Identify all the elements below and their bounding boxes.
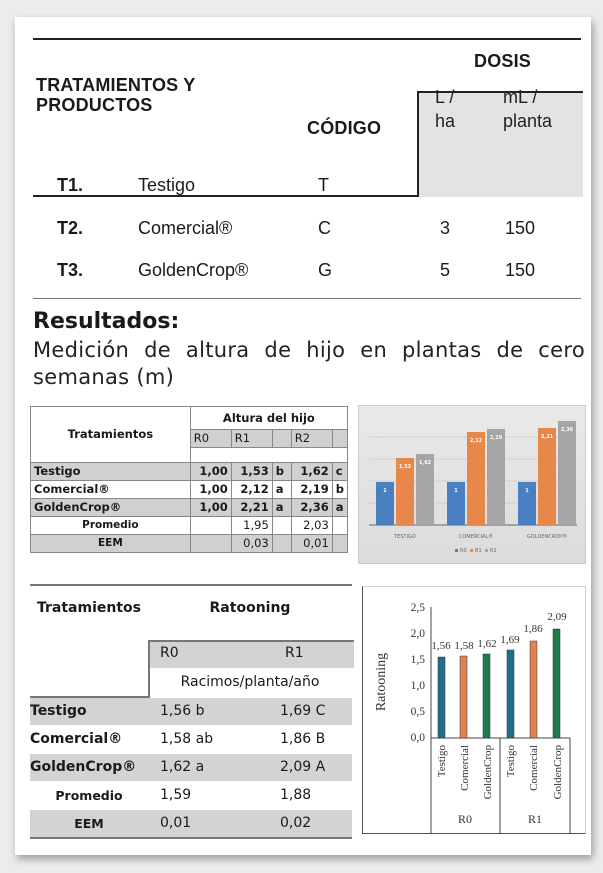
row-id: T1. xyxy=(57,175,84,195)
empty-cell xyxy=(272,517,291,535)
row-promedio: Promedio xyxy=(55,788,123,803)
row-id: T2. xyxy=(57,218,84,238)
bar-label: 1,56 xyxy=(431,640,451,652)
bar-label: 2,19 xyxy=(489,435,503,441)
col-r1: R1 xyxy=(285,645,304,661)
bar-label: 1,53 xyxy=(398,464,412,470)
bar-label: 1 xyxy=(525,488,529,494)
group-label-r0: R0 xyxy=(457,812,473,826)
y-tick: 1,5 xyxy=(410,654,425,666)
header-ml-planta-line1: mL / xyxy=(503,87,538,107)
bar-label: 2,21 xyxy=(540,434,554,440)
table-rule-bottom xyxy=(33,298,581,299)
row-label: Comercial® xyxy=(30,731,123,747)
results-subtitle: Medición de altura de hijo en plantas de cero semanas (m) xyxy=(33,338,585,389)
cell-r0: 1,00 xyxy=(190,463,231,481)
y-tick: 0,5 xyxy=(410,706,425,718)
header-treatments-line1: TRATAMIENTOS Y xyxy=(36,75,196,95)
cell-r1: 1,86 B xyxy=(280,731,326,747)
row-code: G xyxy=(318,260,333,280)
table-row xyxy=(30,698,352,725)
table-rule-bottom xyxy=(30,837,352,839)
ratooning-table xyxy=(30,584,352,840)
row-id: T3. xyxy=(57,260,84,280)
x-label: GoldenCrop xyxy=(552,745,564,800)
row-label: Testigo xyxy=(31,463,191,481)
cell-r2: 2,19 xyxy=(291,481,332,499)
header-treatments-line2: PRODUCTOS xyxy=(36,95,153,115)
bar-label: 1,69 xyxy=(500,634,520,646)
cell-r0: 1,58 ab xyxy=(160,731,214,747)
row-l-ha: 5 xyxy=(440,260,451,280)
cell-r2-sig: a xyxy=(332,499,347,517)
x-label: GoldenCrop xyxy=(482,745,494,800)
empty-cell xyxy=(272,535,291,553)
empty-cell xyxy=(332,517,347,535)
col-r0: R0 xyxy=(160,645,179,661)
cell-r0: 1,56 b xyxy=(160,703,205,719)
table-row xyxy=(30,810,352,837)
chart-legend xyxy=(455,548,497,554)
row-product: Comercial® xyxy=(138,218,233,238)
bar-label: 2,36 xyxy=(560,427,574,433)
header-code: CÓDIGO xyxy=(307,118,382,138)
table-rule-top xyxy=(33,38,581,40)
row-eem: EEM xyxy=(74,816,104,831)
table-row xyxy=(30,782,352,809)
cell-r1: 2,21 xyxy=(231,499,272,517)
empty-cell xyxy=(272,430,291,448)
bar-label: 1 xyxy=(383,488,387,494)
results-title: Resultados: xyxy=(33,309,180,334)
bar-label: 2,12 xyxy=(469,438,483,444)
y-tick: 1,0 xyxy=(410,680,425,692)
cell-r0: 1,59 xyxy=(160,787,192,803)
x-label: Comercial xyxy=(459,745,471,791)
empty-cell xyxy=(332,430,347,448)
x-label-comercial: COMERCIAL® xyxy=(458,534,494,540)
cell-r2: 1,62 xyxy=(291,463,332,481)
cell-r1-sig: a xyxy=(272,499,291,517)
empty-row xyxy=(190,448,347,463)
row-label: GoldenCrop® xyxy=(31,499,191,517)
group-label-r1: R1 xyxy=(527,812,543,826)
row-code: C xyxy=(318,218,331,238)
height-table xyxy=(30,406,348,553)
row-label: Testigo xyxy=(30,703,87,719)
treatments-table xyxy=(33,38,581,300)
y-axis-label: Ratooning xyxy=(374,652,389,712)
cell-r1: 1,95 xyxy=(231,517,272,535)
col-r0: R0 xyxy=(190,430,231,448)
row-ml-planta: 150 xyxy=(505,260,536,280)
height-bar-chart xyxy=(358,405,586,564)
row-l-ha: 3 xyxy=(440,218,451,238)
subheader-cols xyxy=(148,640,354,668)
empty-cell xyxy=(190,535,231,553)
cell-r1: 0,02 xyxy=(280,815,312,831)
cell-r0: 1,00 xyxy=(190,481,231,499)
ratooning-bar-chart xyxy=(362,586,586,834)
svg-text:R2: R2 xyxy=(490,548,497,554)
cell-r2: 2,03 xyxy=(291,517,332,535)
bar-label: 2,09 xyxy=(547,611,567,623)
svg-text:R0: R0 xyxy=(460,548,467,554)
y-tick: 2,0 xyxy=(410,628,425,640)
bar-label: 1 xyxy=(454,488,458,494)
bar-label: 1,86 xyxy=(523,623,543,635)
row-product: GoldenCrop® xyxy=(138,260,249,280)
header-tratamientos: Tratamientos xyxy=(31,407,191,463)
col-r1: R1 xyxy=(231,430,272,448)
cell-r1: 2,12 xyxy=(231,481,272,499)
cell-r1: 1,69 C xyxy=(280,703,326,719)
header-l-ha-line2: ha xyxy=(435,111,456,131)
bar-label: 1,58 xyxy=(454,640,474,652)
col-r2: R2 xyxy=(291,430,332,448)
header-ratooning: Ratooning xyxy=(209,600,291,616)
cell-r2-sig: b xyxy=(332,481,347,499)
cell-r1: 1,88 xyxy=(280,787,312,803)
row-label: Comercial® xyxy=(31,481,191,499)
bar-label: 1,62 xyxy=(418,460,432,466)
x-label-testigo: TESTIGO xyxy=(394,534,416,540)
y-tick: 2,5 xyxy=(410,602,425,614)
cell-r2-sig: c xyxy=(332,463,347,481)
empty-cell xyxy=(190,517,231,535)
table-rule-top xyxy=(30,584,352,586)
row-promedio: Promedio xyxy=(31,517,191,535)
cell-r1: 0,03 xyxy=(231,535,272,553)
cell-r0: 1,00 xyxy=(190,499,231,517)
header-l-ha-line1: L / xyxy=(435,87,455,107)
row-code: T xyxy=(318,175,329,195)
empty-cell xyxy=(332,535,347,553)
y-tick: 0,0 xyxy=(410,732,425,744)
svg-text:R1: R1 xyxy=(475,548,482,554)
table-row xyxy=(30,754,352,781)
cell-r1-sig: b xyxy=(272,463,291,481)
x-label: Testigo xyxy=(436,745,448,778)
header-tratamientos: Tratamientos xyxy=(37,600,141,616)
header-ml-planta-line2: planta xyxy=(503,111,553,131)
table-rule-header xyxy=(33,195,418,197)
cell-r0: 1,62 a xyxy=(160,759,205,775)
row-eem: EEM xyxy=(31,535,191,553)
cell-r1-sig: a xyxy=(272,481,291,499)
header-dosis: DOSIS xyxy=(474,51,532,71)
header-altura-del-hijo: Altura del hijo xyxy=(190,407,347,430)
cell-r1: 1,53 xyxy=(231,463,272,481)
cell-r1: 2,09 A xyxy=(280,759,326,775)
cell-r2: 0,01 xyxy=(291,535,332,553)
unit-label: Racimos/planta/año xyxy=(180,674,320,690)
row-product: Testigo xyxy=(138,175,196,195)
row-label: GoldenCrop® xyxy=(30,759,137,775)
table-row xyxy=(30,726,352,753)
x-label: Comercial xyxy=(528,745,540,791)
row-ml-planta: 150 xyxy=(505,218,536,238)
bar-label: 1,62 xyxy=(477,638,497,650)
cell-r2: 2,36 xyxy=(291,499,332,517)
x-label-goldencrop: GOLDENCROP® xyxy=(526,534,568,540)
cell-r0: 0,01 xyxy=(160,815,192,831)
x-label: Testigo xyxy=(505,745,517,778)
